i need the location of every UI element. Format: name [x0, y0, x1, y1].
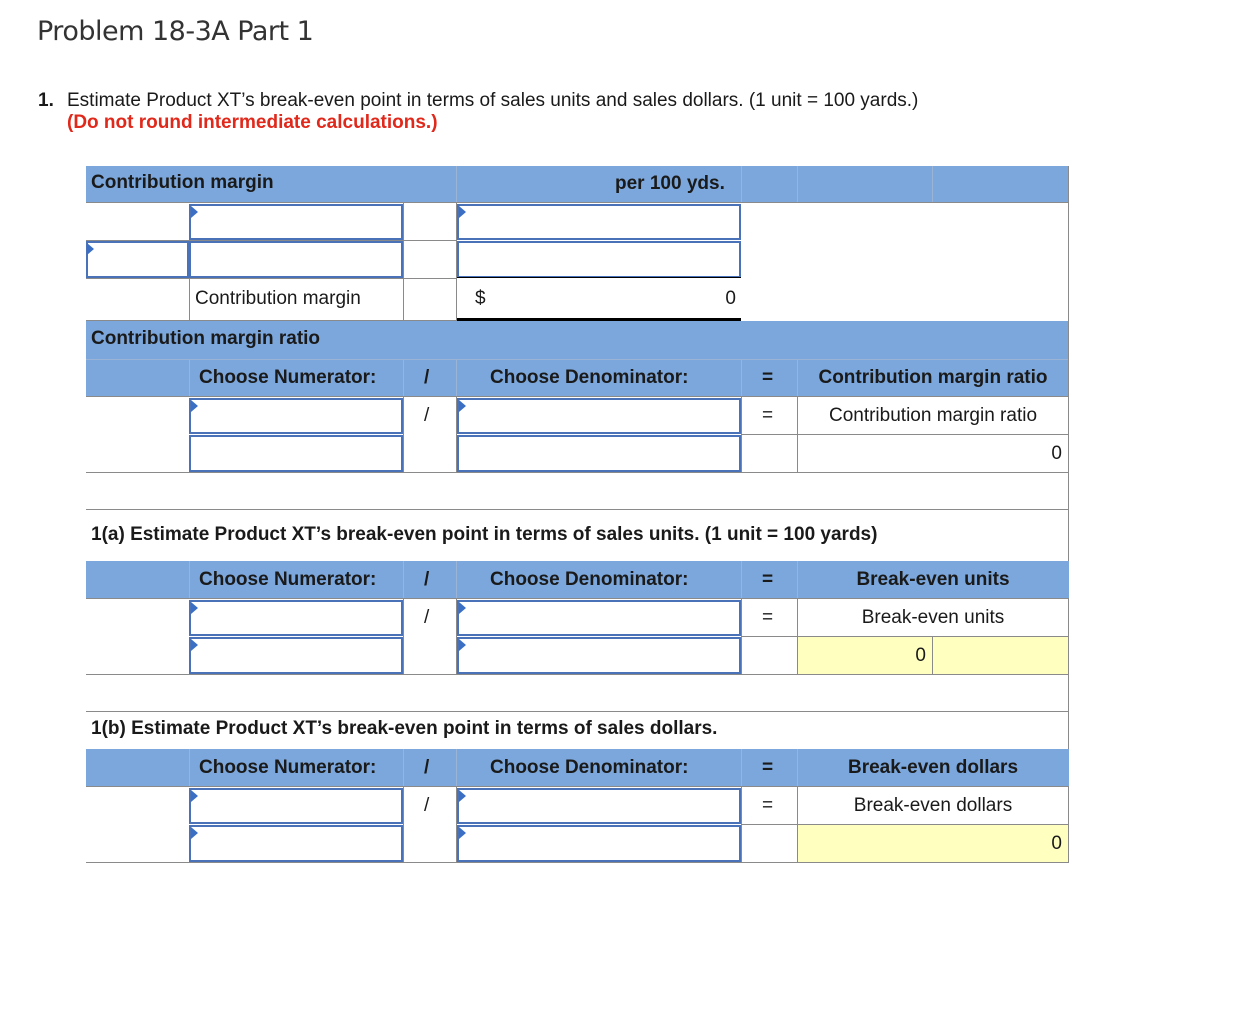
- units-numerator-value-input[interactable]: [189, 637, 403, 674]
- equals-symbol: =: [762, 795, 774, 816]
- divide-symbol: /: [424, 367, 430, 388]
- page-title: Problem 18-3A Part 1: [37, 16, 314, 47]
- header-divider: [797, 166, 798, 203]
- header-divider: [741, 359, 742, 397]
- total-rule: [457, 277, 741, 278]
- grid-line: [86, 711, 1069, 712]
- grid-line: [1068, 166, 1069, 322]
- grid-line: [403, 599, 404, 675]
- equals-symbol: =: [762, 607, 774, 628]
- grid-line: [932, 637, 933, 674]
- cmr-denominator-value-input[interactable]: [457, 435, 741, 472]
- equals-symbol: =: [762, 569, 774, 590]
- grid-line: [189, 278, 190, 321]
- units-denominator-label-input[interactable]: [457, 600, 741, 636]
- numerator-header: Choose Numerator:: [199, 367, 377, 388]
- grid-line: [741, 787, 742, 863]
- cm-row2-label-input[interactable]: [189, 241, 403, 278]
- grid-line: [403, 787, 404, 863]
- question-text: Estimate Product XT’s break-even point in terms of sales units and sales dollars. (1 unit = 100 yards.): [67, 90, 919, 111]
- per-100-yds-header: per 100 yds.: [615, 173, 725, 194]
- header-divider: [456, 359, 457, 397]
- dollars-result-header: Break-even dollars: [847, 757, 1019, 778]
- dollars-numerator-value-input[interactable]: [189, 825, 403, 862]
- divide-symbol: /: [424, 569, 430, 590]
- denominator-header: Choose Denominator:: [490, 569, 689, 590]
- denominator-header: Choose Denominator:: [490, 367, 689, 388]
- units-section-title: 1(a) Estimate Product XT’s break-even point in terms of sales units. (1 unit = 100 yards): [91, 524, 878, 545]
- instructions: [38, 90, 918, 134]
- grid-line: [403, 397, 404, 473]
- numerator-header: Choose Numerator:: [199, 569, 377, 590]
- dollars-numerator-label-input[interactable]: [189, 788, 403, 824]
- grid-line: [741, 434, 1069, 435]
- divide-symbol: /: [424, 405, 430, 426]
- cm-row2-sign-input[interactable]: [86, 241, 189, 278]
- grid-line: [86, 396, 1069, 397]
- header-divider: [932, 166, 933, 203]
- divide-symbol: /: [424, 795, 430, 816]
- rounding-warning: (Do not round intermediate calculations.): [67, 112, 438, 133]
- header-divider: [741, 561, 742, 599]
- grid-line: [86, 786, 1069, 787]
- grid-line: [741, 397, 742, 473]
- grid-line: [86, 862, 1069, 863]
- header-divider: [189, 359, 190, 397]
- equals-symbol: =: [762, 367, 774, 388]
- grid-line: [403, 203, 404, 321]
- cm-row1-amount-input[interactable]: [457, 204, 741, 240]
- units-denominator-value-input[interactable]: [457, 637, 741, 674]
- numerator-header: Choose Numerator:: [199, 757, 377, 778]
- grid-line: [86, 509, 1069, 510]
- header-divider: [403, 561, 404, 599]
- header-divider: [189, 561, 190, 599]
- header-divider: [456, 749, 457, 787]
- grid-line: [86, 674, 1069, 675]
- dollars-denominator-label-input[interactable]: [457, 788, 741, 824]
- cmr-header: Contribution margin ratio: [91, 328, 321, 349]
- header-divider: [189, 749, 190, 787]
- header-divider: [403, 749, 404, 787]
- currency-symbol: $: [475, 288, 486, 309]
- units-result-header: Break-even units: [856, 569, 1010, 590]
- grid-line: [86, 278, 457, 279]
- denominator-header: Choose Denominator:: [490, 757, 689, 778]
- cm-total-label: Contribution margin: [195, 288, 361, 309]
- cmr-result-header: Contribution margin ratio: [818, 367, 1048, 388]
- cmr-denominator-label-input[interactable]: [457, 398, 741, 434]
- units-numerator-label-input[interactable]: [189, 600, 403, 636]
- units-result-label: Break-even units: [861, 607, 1005, 628]
- cmr-result-label: Contribution margin ratio: [828, 405, 1038, 426]
- divide-symbol: /: [424, 607, 430, 628]
- equals-symbol: =: [762, 757, 774, 778]
- cm-row1-label-input[interactable]: [189, 204, 403, 240]
- cm-header: Contribution margin: [91, 172, 274, 193]
- grid-line: [1068, 321, 1069, 473]
- cmr-numerator-value-input[interactable]: [189, 435, 403, 472]
- grid-line: [741, 599, 742, 675]
- units-result-value: 0: [915, 645, 926, 666]
- grid-line: [86, 472, 1069, 473]
- header-divider: [741, 166, 742, 203]
- dollars-result-value: 0: [1051, 833, 1062, 854]
- header-divider: [741, 749, 742, 787]
- units-result-cell: [798, 637, 1068, 674]
- dollars-result-label: Break-even dollars: [853, 795, 1013, 816]
- header-divider: [403, 359, 404, 397]
- dollars-section-title: 1(b) Estimate Product XT’s break-even point in terms of sales dollars.: [91, 718, 718, 739]
- grid-line: [86, 202, 1069, 203]
- cm-total-value: 0: [725, 288, 736, 309]
- cmr-numerator-label-input[interactable]: [189, 398, 403, 434]
- dollars-denominator-value-input[interactable]: [457, 825, 741, 862]
- cm-row2-amount-input[interactable]: [457, 241, 741, 278]
- cmr-result-value: 0: [1051, 443, 1062, 464]
- question-number: 1.: [38, 90, 54, 111]
- divide-symbol: /: [424, 757, 430, 778]
- grid-line: [86, 598, 1069, 599]
- header-divider: [456, 561, 457, 599]
- equals-symbol: =: [762, 405, 774, 426]
- header-divider: [456, 166, 457, 203]
